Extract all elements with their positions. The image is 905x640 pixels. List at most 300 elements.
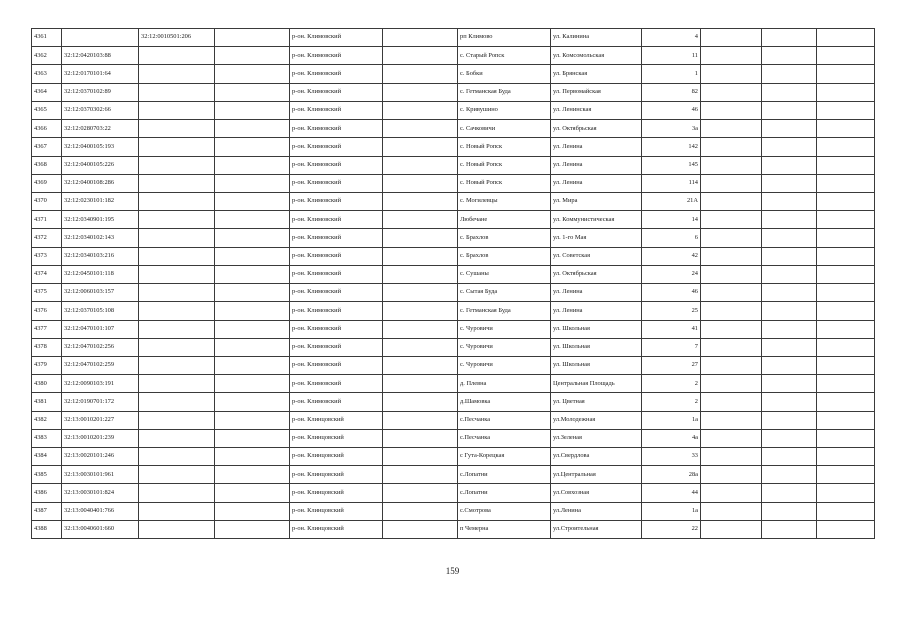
cell-settlement: с. Гетманская Буда	[458, 302, 551, 320]
table-row	[32, 393, 875, 411]
cell-record-number: 4383	[32, 429, 62, 447]
cell-cadastral-number: 32:13:0010201:239	[62, 429, 139, 447]
cell-record-number: 4366	[32, 120, 62, 138]
cell-empty	[817, 502, 875, 520]
cell-house-number: 33	[642, 448, 701, 466]
cell-street: ул. Мира	[551, 192, 642, 210]
cell-cadastral-number: 32:12:0370105:108	[62, 302, 139, 320]
cell-cadastral-number-alt	[139, 174, 215, 192]
cell-record-number: 4371	[32, 211, 62, 229]
cell-empty	[383, 356, 458, 374]
cell-empty	[762, 229, 817, 247]
cell-settlement: с. Сушаны	[458, 265, 551, 283]
cell-empty	[762, 174, 817, 192]
cell-empty	[383, 520, 458, 538]
cell-empty	[762, 47, 817, 65]
cell-empty	[215, 375, 290, 393]
cell-cadastral-number: 32:12:0470101:107	[62, 320, 139, 338]
cell-empty	[383, 502, 458, 520]
cell-cadastral-number-alt	[139, 466, 215, 484]
table-row	[32, 101, 875, 119]
cell-house-number: 46	[642, 284, 701, 302]
cell-empty	[215, 338, 290, 356]
cell-street: ул.Зеленая	[551, 429, 642, 447]
cell-record-number: 4375	[32, 284, 62, 302]
cell-street: Центральная Площадь	[551, 375, 642, 393]
cell-empty	[701, 174, 762, 192]
cell-record-number: 4379	[32, 356, 62, 374]
cell-district: р-он. Климовский	[290, 284, 383, 302]
table-row	[32, 284, 875, 302]
cell-record-number: 4380	[32, 375, 62, 393]
cell-empty	[383, 466, 458, 484]
cell-street: ул. Ленина	[551, 156, 642, 174]
cell-cadastral-number-alt	[139, 265, 215, 283]
cell-cadastral-number-alt	[139, 375, 215, 393]
cell-empty	[817, 138, 875, 156]
cell-district: р-он. Климовский	[290, 29, 383, 47]
cell-cadastral-number: 32:12:0470102:256	[62, 338, 139, 356]
cell-settlement: с.Лопатни	[458, 466, 551, 484]
cell-settlement: с. Чуровичи	[458, 356, 551, 374]
cell-house-number: 4а	[642, 429, 701, 447]
cell-empty	[383, 174, 458, 192]
table-row	[32, 502, 875, 520]
cell-district: р-он. Клинцовский	[290, 448, 383, 466]
cell-house-number: 82	[642, 83, 701, 101]
cell-cadastral-number-alt	[139, 320, 215, 338]
cell-empty	[383, 484, 458, 502]
cell-cadastral-number: 32:12:0280703:22	[62, 120, 139, 138]
cell-empty	[383, 211, 458, 229]
cell-empty	[762, 138, 817, 156]
cell-record-number: 4373	[32, 247, 62, 265]
cell-cadastral-number-alt	[139, 302, 215, 320]
cell-cadastral-number: 32:12:0340102:143	[62, 229, 139, 247]
cell-house-number: 28а	[642, 466, 701, 484]
cell-settlement: с.Песчанка	[458, 411, 551, 429]
cell-empty	[817, 65, 875, 83]
cell-cadastral-number: 32:13:0040601:660	[62, 520, 139, 538]
cell-empty	[701, 284, 762, 302]
cell-cadastral-number-alt	[139, 156, 215, 174]
cell-empty	[762, 502, 817, 520]
cell-empty	[817, 284, 875, 302]
cell-cadastral-number: 32:12:0400108:286	[62, 174, 139, 192]
cell-empty	[215, 101, 290, 119]
cell-record-number: 4372	[32, 229, 62, 247]
cell-house-number: 2	[642, 393, 701, 411]
table-row	[32, 229, 875, 247]
cell-cadastral-number: 32:12:0340901:195	[62, 211, 139, 229]
cell-empty	[817, 520, 875, 538]
cell-settlement: с. Новый Ропск	[458, 156, 551, 174]
cell-street: ул. Ленина	[551, 284, 642, 302]
cell-empty	[817, 375, 875, 393]
table-row	[32, 120, 875, 138]
cell-settlement: с. Бобки	[458, 65, 551, 83]
cell-empty	[817, 229, 875, 247]
cell-record-number: 4364	[32, 83, 62, 101]
cell-empty	[215, 429, 290, 447]
cell-street: ул. Октябрьская	[551, 265, 642, 283]
cell-street: ул.Строительная	[551, 520, 642, 538]
cell-house-number: 1а	[642, 502, 701, 520]
cell-empty	[762, 448, 817, 466]
cell-cadastral-number: 32:12:0060103:157	[62, 284, 139, 302]
cell-house-number: 142	[642, 138, 701, 156]
cell-empty	[383, 338, 458, 356]
cell-empty	[817, 265, 875, 283]
cell-empty	[762, 156, 817, 174]
cell-street: ул.Молодежная	[551, 411, 642, 429]
cell-district: р-он. Климовский	[290, 192, 383, 210]
cell-empty	[701, 192, 762, 210]
cell-house-number: 42	[642, 247, 701, 265]
cell-cadastral-number: 32:12:0400105:193	[62, 138, 139, 156]
cell-empty	[383, 393, 458, 411]
cell-cadastral-number-alt	[139, 484, 215, 502]
cell-cadastral-number-alt	[139, 47, 215, 65]
cell-house-number: 3а	[642, 120, 701, 138]
cell-empty	[215, 484, 290, 502]
cell-empty	[701, 120, 762, 138]
cell-street: ул. Ленина	[551, 138, 642, 156]
cell-empty	[817, 320, 875, 338]
cell-settlement: Любечане	[458, 211, 551, 229]
cell-empty	[383, 302, 458, 320]
cell-settlement: с. Брахлов	[458, 229, 551, 247]
cell-empty	[817, 247, 875, 265]
cell-settlement: с. Могилевцы	[458, 192, 551, 210]
cell-record-number: 4378	[32, 338, 62, 356]
cell-district: р-он. Клинцовский	[290, 520, 383, 538]
cell-street: ул. Цветная	[551, 393, 642, 411]
cell-district: р-он. Климовский	[290, 120, 383, 138]
cell-empty	[215, 229, 290, 247]
cell-district: р-он. Климовский	[290, 302, 383, 320]
cell-empty	[215, 320, 290, 338]
cell-record-number: 4362	[32, 47, 62, 65]
cell-empty	[762, 429, 817, 447]
cell-street: ул. Первомайская	[551, 83, 642, 101]
cell-empty	[215, 247, 290, 265]
cell-empty	[701, 101, 762, 119]
cell-empty	[383, 138, 458, 156]
table-row	[32, 484, 875, 502]
cell-cadastral-number: 32:12:0190701:172	[62, 393, 139, 411]
cell-street: ул.Совхозная	[551, 484, 642, 502]
cell-empty	[817, 211, 875, 229]
cell-district: р-он. Климовский	[290, 138, 383, 156]
cell-district: р-он. Климовский	[290, 356, 383, 374]
cell-empty	[215, 520, 290, 538]
table-row	[32, 156, 875, 174]
cell-cadastral-number: 32:13:0010201:227	[62, 411, 139, 429]
cell-empty	[383, 192, 458, 210]
cell-empty	[762, 211, 817, 229]
cell-settlement: с. Чуровичи	[458, 338, 551, 356]
cell-district: р-он. Климовский	[290, 393, 383, 411]
cell-cadastral-number-alt	[139, 520, 215, 538]
cell-street: ул. Школьная	[551, 356, 642, 374]
cell-record-number: 4381	[32, 393, 62, 411]
cell-empty	[817, 338, 875, 356]
cell-settlement: с. Новый Ропск	[458, 138, 551, 156]
cell-empty	[817, 29, 875, 47]
cell-empty	[817, 47, 875, 65]
cell-empty	[762, 375, 817, 393]
table-row	[32, 29, 875, 47]
cell-empty	[215, 192, 290, 210]
cell-street: ул.Свердлова	[551, 448, 642, 466]
cell-cadastral-number: 32:12:0420103:88	[62, 47, 139, 65]
cell-street: ул.Центральная	[551, 466, 642, 484]
cell-cadastral-number: 32:13:0020101:246	[62, 448, 139, 466]
cell-cadastral-number-alt	[139, 247, 215, 265]
cell-district: р-он. Климовский	[290, 65, 383, 83]
cell-empty	[817, 448, 875, 466]
table-row	[32, 211, 875, 229]
cell-cadastral-number-alt	[139, 411, 215, 429]
cell-empty	[215, 174, 290, 192]
cell-house-number: 145	[642, 156, 701, 174]
cell-empty	[383, 265, 458, 283]
cell-cadastral-number: 32:12:0230101:182	[62, 192, 139, 210]
cell-record-number: 4376	[32, 302, 62, 320]
cell-settlement: с. Сытая Буда	[458, 284, 551, 302]
cell-empty	[762, 83, 817, 101]
cell-empty	[383, 429, 458, 447]
cell-empty	[762, 356, 817, 374]
table-row	[32, 138, 875, 156]
cell-settlement: с. Новый Ропск	[458, 174, 551, 192]
cell-empty	[215, 47, 290, 65]
cell-record-number: 4370	[32, 192, 62, 210]
cell-district: р-он. Климовский	[290, 265, 383, 283]
cell-settlement: с. Кривушино	[458, 101, 551, 119]
cell-empty	[762, 265, 817, 283]
cell-empty	[701, 502, 762, 520]
cell-empty	[701, 83, 762, 101]
cell-empty	[215, 466, 290, 484]
cell-cadastral-number-alt	[139, 211, 215, 229]
cell-empty	[701, 338, 762, 356]
table-row	[32, 466, 875, 484]
cell-empty	[817, 302, 875, 320]
cell-empty	[383, 448, 458, 466]
cell-record-number: 4361	[32, 29, 62, 47]
cell-empty	[817, 484, 875, 502]
cell-empty	[762, 29, 817, 47]
cell-settlement: п Чемерна	[458, 520, 551, 538]
cell-district: р-он. Климовский	[290, 375, 383, 393]
cell-cadastral-number-alt	[139, 429, 215, 447]
cell-street: ул. Калинина	[551, 29, 642, 47]
cell-empty	[762, 65, 817, 83]
cell-street: ул. Брянская	[551, 65, 642, 83]
cell-empty	[215, 83, 290, 101]
cell-district: р-он. Клинцовский	[290, 411, 383, 429]
cell-empty	[701, 156, 762, 174]
cell-street: ул. Школьная	[551, 320, 642, 338]
cell-record-number: 4368	[32, 156, 62, 174]
cell-district: р-он. Климовский	[290, 320, 383, 338]
cell-street: ул. Ленина	[551, 174, 642, 192]
table-row	[32, 247, 875, 265]
cell-house-number: 44	[642, 484, 701, 502]
cell-empty	[701, 448, 762, 466]
cell-settlement: с. Брахлов	[458, 247, 551, 265]
cell-record-number: 4384	[32, 448, 62, 466]
cell-empty	[215, 284, 290, 302]
cell-empty	[215, 211, 290, 229]
cell-record-number: 4367	[32, 138, 62, 156]
table-row	[32, 192, 875, 210]
cell-house-number: 21А	[642, 192, 701, 210]
cell-settlement: с. Сачковичи	[458, 120, 551, 138]
cell-cadastral-number: 32:12:0450101:118	[62, 265, 139, 283]
table-row	[32, 448, 875, 466]
cell-empty	[215, 65, 290, 83]
cell-empty	[701, 138, 762, 156]
cell-record-number: 4374	[32, 265, 62, 283]
cell-empty	[701, 265, 762, 283]
cell-empty	[762, 393, 817, 411]
cell-settlement: д. Плевна	[458, 375, 551, 393]
cell-empty	[383, 83, 458, 101]
cell-record-number: 4363	[32, 65, 62, 83]
cell-street: ул. Ленинская	[551, 101, 642, 119]
cell-cadastral-number: 32:13:0030101:961	[62, 466, 139, 484]
cell-cadastral-number-alt	[139, 120, 215, 138]
cell-record-number: 4377	[32, 320, 62, 338]
cell-empty	[701, 320, 762, 338]
page-number: 159	[445, 566, 460, 576]
cell-cadastral-number-alt	[139, 229, 215, 247]
cell-record-number: 4386	[32, 484, 62, 502]
cell-cadastral-number-alt	[139, 101, 215, 119]
cell-empty	[701, 247, 762, 265]
cell-street: ул. Советская	[551, 247, 642, 265]
table-row	[32, 338, 875, 356]
cell-empty	[701, 520, 762, 538]
cell-district: р-он. Клинцовский	[290, 502, 383, 520]
cell-district: р-он. Климовский	[290, 156, 383, 174]
cell-house-number: 7	[642, 338, 701, 356]
cell-street: ул. Комсомольская	[551, 47, 642, 65]
cell-empty	[817, 393, 875, 411]
cell-empty	[817, 83, 875, 101]
cell-empty	[383, 29, 458, 47]
cell-cadastral-number-alt	[139, 138, 215, 156]
cell-house-number: 46	[642, 101, 701, 119]
cell-district: р-он. Климовский	[290, 338, 383, 356]
cell-empty	[215, 502, 290, 520]
cell-empty	[383, 284, 458, 302]
cell-district: р-он. Климовский	[290, 174, 383, 192]
cell-empty	[215, 411, 290, 429]
registry-sheet	[31, 28, 875, 539]
cell-empty	[383, 65, 458, 83]
cell-empty	[762, 302, 817, 320]
cell-street: ул. Ленина	[551, 302, 642, 320]
cell-empty	[762, 247, 817, 265]
cell-empty	[701, 466, 762, 484]
cell-settlement: рп Климово	[458, 29, 551, 47]
cell-cadastral-number: 32:12:0340103:216	[62, 247, 139, 265]
cell-empty	[817, 429, 875, 447]
cell-empty	[383, 229, 458, 247]
cell-cadastral-number-alt	[139, 83, 215, 101]
cell-empty	[701, 375, 762, 393]
cell-empty	[383, 101, 458, 119]
cell-cadastral-number-alt	[139, 65, 215, 83]
cell-house-number: 22	[642, 520, 701, 538]
table-row	[32, 520, 875, 538]
cell-cadastral-number-alt	[139, 338, 215, 356]
table-row	[32, 302, 875, 320]
cell-house-number: 6	[642, 229, 701, 247]
cell-empty	[701, 47, 762, 65]
cell-house-number: 14	[642, 211, 701, 229]
cell-empty	[762, 320, 817, 338]
cell-empty	[383, 156, 458, 174]
cell-empty	[762, 284, 817, 302]
cell-record-number: 4382	[32, 411, 62, 429]
table-row	[32, 83, 875, 101]
cell-cadastral-number-alt	[139, 284, 215, 302]
cell-record-number: 4385	[32, 466, 62, 484]
cell-cadastral-number-alt	[139, 192, 215, 210]
cell-cadastral-number: 32:12:0470102:259	[62, 356, 139, 374]
cell-empty	[701, 393, 762, 411]
cell-house-number: 41	[642, 320, 701, 338]
table-row	[32, 375, 875, 393]
table-row	[32, 356, 875, 374]
cell-empty	[762, 192, 817, 210]
cell-empty	[817, 466, 875, 484]
cell-empty	[701, 29, 762, 47]
cell-street: ул. Школьная	[551, 338, 642, 356]
cell-cadastral-number: 32:12:0170101:64	[62, 65, 139, 83]
cell-empty	[383, 247, 458, 265]
cell-district: р-он. Климовский	[290, 211, 383, 229]
cell-cadastral-number-alt	[139, 393, 215, 411]
cell-district: р-он. Климовский	[290, 247, 383, 265]
cell-empty	[762, 101, 817, 119]
cell-street: ул. Коммунистическая	[551, 211, 642, 229]
cell-house-number: 11	[642, 47, 701, 65]
cell-empty	[215, 302, 290, 320]
cell-street: ул.Ленина	[551, 502, 642, 520]
cell-settlement: с.Лопатни	[458, 484, 551, 502]
cell-empty	[215, 265, 290, 283]
cell-empty	[817, 101, 875, 119]
cell-district: р-он. Клинцовский	[290, 429, 383, 447]
table-row	[32, 411, 875, 429]
table-row	[32, 320, 875, 338]
cell-record-number: 4365	[32, 101, 62, 119]
cell-district: р-он. Климовский	[290, 47, 383, 65]
cell-house-number: 27	[642, 356, 701, 374]
cell-empty	[762, 520, 817, 538]
cell-cadastral-number-alt	[139, 448, 215, 466]
cell-empty	[762, 338, 817, 356]
cell-empty	[817, 156, 875, 174]
cell-street: ул. Октябрьская	[551, 120, 642, 138]
cell-cadastral-number: 32:12:0370302:66	[62, 101, 139, 119]
